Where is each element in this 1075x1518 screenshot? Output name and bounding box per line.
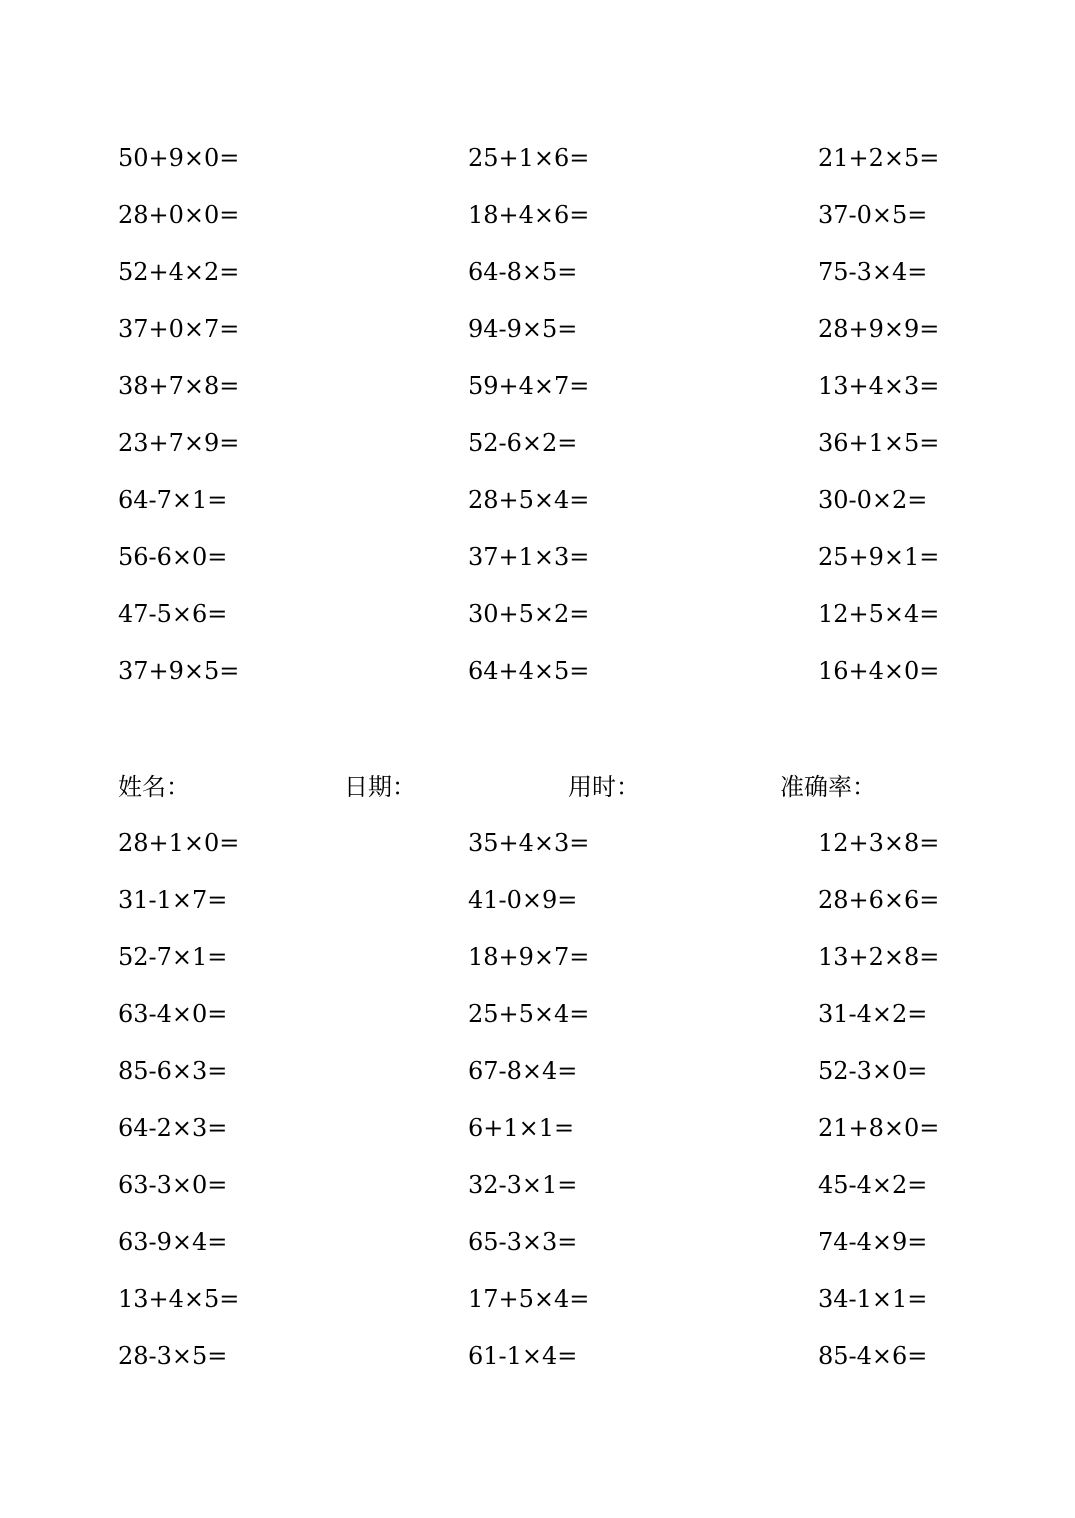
problem-row xyxy=(118,1284,958,1341)
problem-row xyxy=(118,1341,958,1398)
math-problem: 63-4×0= xyxy=(118,1000,228,1028)
math-problem: 32-3×1= xyxy=(468,1171,578,1199)
math-problem: 75-3×4= xyxy=(818,258,928,286)
math-problem: 13+4×3= xyxy=(818,372,940,400)
math-problem: 30-0×2= xyxy=(818,486,928,514)
math-problem: 37+0×7= xyxy=(118,315,240,343)
time-label: 用时： xyxy=(568,773,640,801)
math-problem: 52-7×1= xyxy=(118,943,228,971)
math-problem: 85-4×6= xyxy=(818,1342,928,1370)
math-problem: 25+9×1= xyxy=(818,543,940,571)
math-problem: 25+1×6= xyxy=(468,144,590,172)
math-problem: 28+1×0= xyxy=(118,829,240,857)
math-problem: 35+4×3= xyxy=(468,829,590,857)
problem-row xyxy=(118,428,958,485)
math-problem: 37+9×5= xyxy=(118,657,240,685)
date-label: 日期： xyxy=(344,773,416,801)
math-problem: 28+9×9= xyxy=(818,315,940,343)
math-problem: 64-2×3= xyxy=(118,1114,228,1142)
problem-row xyxy=(118,885,958,942)
problem-row xyxy=(118,599,958,656)
math-problem: 61-1×4= xyxy=(468,1342,578,1370)
math-problem: 28+5×4= xyxy=(468,486,590,514)
problem-row xyxy=(118,314,958,371)
math-problem: 12+3×8= xyxy=(818,829,940,857)
math-problem: 56-6×0= xyxy=(118,543,228,571)
math-problem: 59+4×7= xyxy=(468,372,590,400)
math-problem: 67-8×4= xyxy=(468,1057,578,1085)
problem-row xyxy=(118,1170,958,1227)
problem-row xyxy=(118,1227,958,1284)
accuracy-label: 准确率： xyxy=(780,773,876,801)
problem-row xyxy=(118,485,958,542)
math-problem: 21+2×5= xyxy=(818,144,940,172)
math-problem: 21+8×0= xyxy=(818,1114,940,1142)
math-problem: 45-4×2= xyxy=(818,1171,928,1199)
problem-grid-bottom xyxy=(118,828,958,1398)
math-problem: 16+4×0= xyxy=(818,657,940,685)
math-problem: 52-6×2= xyxy=(468,429,578,457)
math-problem: 23+7×9= xyxy=(118,429,240,457)
math-problem: 36+1×5= xyxy=(818,429,940,457)
problem-row xyxy=(118,371,958,428)
problem-row xyxy=(118,143,958,200)
problem-row xyxy=(118,200,958,257)
math-problem: 31-4×2= xyxy=(818,1000,928,1028)
math-problem: 34-1×1= xyxy=(818,1285,928,1313)
math-problem: 47-5×6= xyxy=(118,600,228,628)
math-problem: 74-4×9= xyxy=(818,1228,928,1256)
math-problem: 64-7×1= xyxy=(118,486,228,514)
math-problem: 28+0×0= xyxy=(118,201,240,229)
problem-row xyxy=(118,828,958,885)
math-problem: 63-9×4= xyxy=(118,1228,228,1256)
problem-row xyxy=(118,542,958,599)
math-problem: 64+4×5= xyxy=(468,657,590,685)
problem-row xyxy=(118,1056,958,1113)
math-problem: 28+6×6= xyxy=(818,886,940,914)
math-problem: 64-8×5= xyxy=(468,258,578,286)
math-problem: 52+4×2= xyxy=(118,258,240,286)
math-problem: 12+5×4= xyxy=(818,600,940,628)
math-problem: 17+5×4= xyxy=(468,1285,590,1313)
problem-row xyxy=(118,1113,958,1170)
problem-row xyxy=(118,942,958,999)
problem-row xyxy=(118,257,958,314)
math-problem: 85-6×3= xyxy=(118,1057,228,1085)
name-label: 姓名： xyxy=(118,773,190,801)
math-problem: 65-3×3= xyxy=(468,1228,578,1256)
math-problem: 28-3×5= xyxy=(118,1342,228,1370)
math-problem: 37+1×3= xyxy=(468,543,590,571)
math-problem: 25+5×4= xyxy=(468,1000,590,1028)
math-problem: 13+4×5= xyxy=(118,1285,240,1313)
worksheet-header xyxy=(0,772,1075,804)
math-problem: 41-0×9= xyxy=(468,886,578,914)
problem-row xyxy=(118,999,958,1056)
math-problem: 18+4×6= xyxy=(468,201,590,229)
math-problem: 38+7×8= xyxy=(118,372,240,400)
math-problem: 6+1×1= xyxy=(468,1114,575,1142)
problem-row xyxy=(118,656,958,713)
math-problem: 52-3×0= xyxy=(818,1057,928,1085)
math-problem: 18+9×7= xyxy=(468,943,590,971)
problem-grid-top xyxy=(118,143,958,713)
math-problem: 63-3×0= xyxy=(118,1171,228,1199)
math-problem: 37-0×5= xyxy=(818,201,928,229)
math-problem: 31-1×7= xyxy=(118,886,228,914)
math-problem: 13+2×8= xyxy=(818,943,940,971)
math-problem: 50+9×0= xyxy=(118,144,240,172)
math-problem: 94-9×5= xyxy=(468,315,578,343)
math-problem: 30+5×2= xyxy=(468,600,590,628)
